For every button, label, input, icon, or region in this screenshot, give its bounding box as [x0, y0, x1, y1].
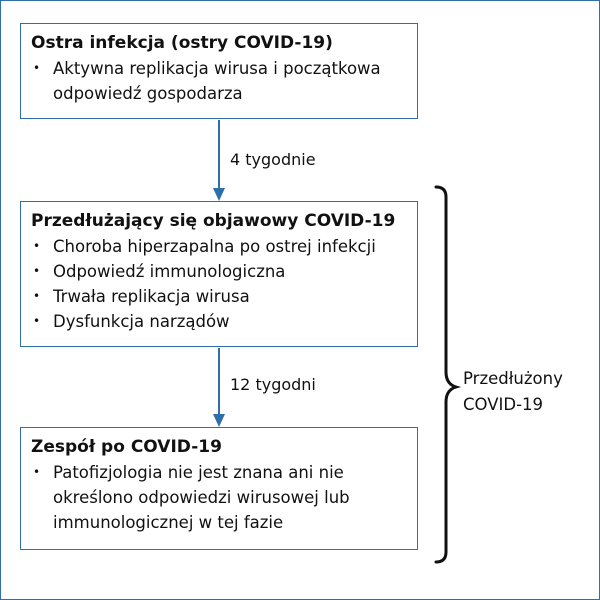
- box-title: Zespół po COVID-19: [31, 437, 222, 457]
- list-item-line: Odpowiedź immunologiczna: [53, 262, 286, 281]
- bullet-icon: •: [33, 289, 41, 303]
- arrow-label: 4 tygodnie: [230, 150, 316, 169]
- bracket-label: [463, 366, 563, 418]
- list-item-line: Choroba hiperzapalna po ostrej infekcji: [53, 237, 376, 256]
- list-item-line: Dysfunkcja narządów: [53, 312, 230, 331]
- bullet-icon: •: [33, 61, 41, 75]
- list-item-line: odpowiedź gospodarza: [53, 84, 243, 103]
- list-item-line: określono odpowiedzi wirusowej lub: [53, 488, 350, 507]
- bullet-icon: •: [33, 239, 41, 253]
- bracket-label-line: COVID-19: [463, 395, 544, 414]
- box-title: Przedłużający się objawowy COVID-19: [31, 211, 396, 231]
- bracket-label-line: Przedłużony: [463, 369, 563, 388]
- box-title: Ostra infekcja (ostry COVID-19): [31, 33, 333, 53]
- arrow-label: 12 tygodni: [230, 375, 316, 394]
- list-item-line: immunologicznej w tej fazie: [53, 513, 284, 532]
- list-item-line: Aktywna replikacja wirusa i początkowa: [53, 59, 381, 78]
- bullet-icon: •: [33, 264, 41, 278]
- bullet-icon: •: [33, 465, 41, 479]
- bullet-icon: •: [33, 314, 41, 328]
- list-item-line: Patofizjologia nie jest znana ani nie: [53, 463, 344, 482]
- list-item-line: Trwała replikacja wirusa: [53, 287, 250, 306]
